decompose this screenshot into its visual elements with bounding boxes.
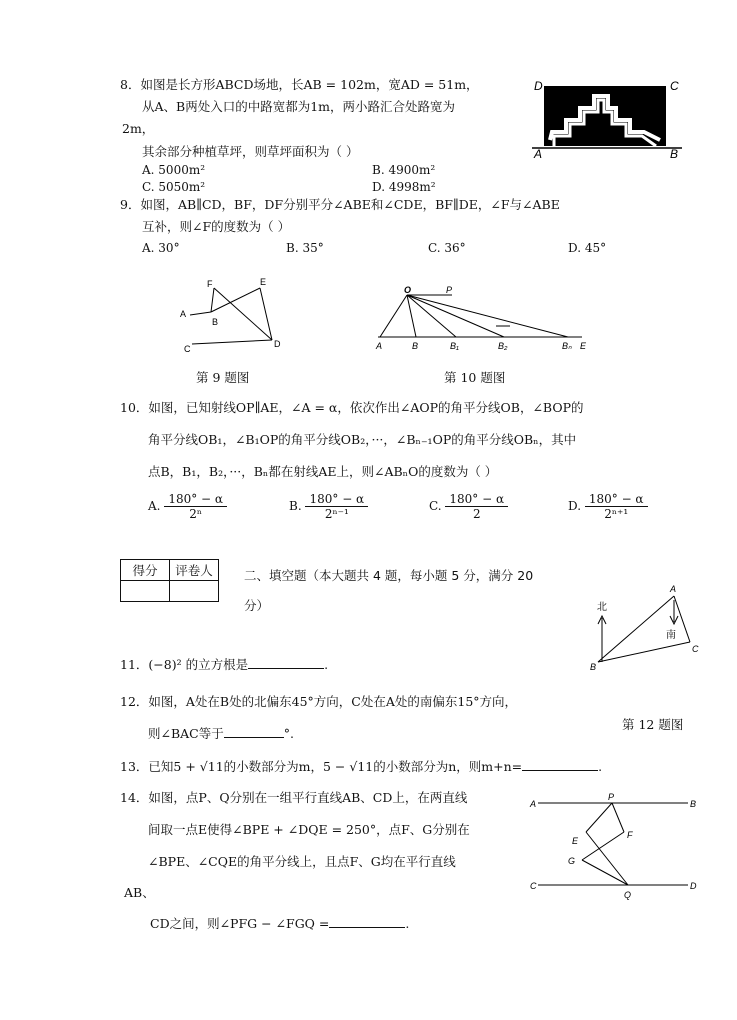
q9-line-ab [190,312,211,315]
q9-label-d: D [274,339,281,349]
q11-line [120,656,328,674]
q12-line-bc [598,642,690,662]
q14-line4: AB、 [124,885,155,900]
q12-line2 [148,725,294,743]
q9-label-f: F [207,279,213,289]
q8-label-d: D [534,79,543,93]
q13-text: 13．已知5 + √11的小数部分为m，5 − √11的小数部分为n，则m+n= [120,759,523,774]
q10-option-d-num: 180° − α [585,492,648,507]
q10-label-p: P [446,285,453,295]
q12-answer-blank[interactable] [224,725,284,738]
q8-label-c: C [670,79,679,93]
q10-option-d-fraction [585,492,648,521]
q10-line2: 角平分线OB₁，∠B₁OP的角平分线OB₂，···，∠Bₙ₋₁OP的角平分线OBₙ，其中 [148,432,577,447]
q8-option-a: A. 5000m² [142,163,206,177]
q13-answer-blank[interactable] [522,758,598,771]
q10-label-b2: B₂ [498,341,508,351]
q10-option-d [568,492,648,521]
q10-option-a-fraction [164,492,227,521]
q9-option-b: B. 35° [286,241,324,255]
q9-label-b: B [212,317,219,327]
q12-caption: 第 12 题图 [622,717,684,732]
q10-figure [372,282,596,354]
q10-label-b1: B₁ [450,341,459,351]
q10-option-b-letter: B. [289,499,302,513]
q10-label-e: E [580,341,587,351]
q12-label-c: C [692,644,699,654]
q8-line2: 从A、B两处入口的中路宽都为1m，两小路汇合处路宽为 [142,99,456,114]
q9-caption: 第 9 题图 [196,370,250,385]
q9-label-e: E [260,277,267,287]
q8-line4: 其余部分种植草坪，则草坪面积为（ ） [142,144,359,159]
q9-label-c: C [184,344,191,354]
q14-label-a: A [530,799,537,809]
q10-option-b-den: 2ⁿ⁻¹ [324,507,349,521]
q14-line3: ∠BPE、∠CQE的角平分线上，且点F、G均在平行直线 [148,854,456,869]
q10-option-d-den: 2ⁿ⁺¹ [604,507,629,521]
score-table [120,559,219,602]
q8-option-d: D. 4998m² [372,180,436,194]
q8-label-a: A [534,147,543,160]
q10-option-a-num: 180° − α [164,492,227,507]
q9-line2: 互补，则∠F的度数为（ ） [142,219,291,234]
q14-line-fg [582,832,624,860]
q8-label-b: B [670,147,679,160]
q14-line5 [150,915,409,933]
q14-line-pf [612,803,624,832]
q14-answer-blank[interactable] [329,915,405,928]
q14-label-b: B [690,799,697,809]
q14-line1: 14．如图，点P、Q分别在一组平行直线AB、CD上，在两直线 [120,790,468,805]
q10-option-a [148,492,227,521]
score-table-header-grader: 评卷人 [170,560,219,581]
q8-option-b: B. 4900m² [372,163,436,177]
q14-text: CD之间，则∠PFG − ∠FGQ = [150,916,330,931]
score-table-header-score: 得分 [121,560,170,581]
q10-option-a-letter: A. [148,499,161,513]
q10-label-b: B [412,341,419,351]
q9-option-a: A. 30° [142,241,180,255]
q9-figure [174,276,290,358]
q11-text: 11．(−8)² 的立方根是 [120,657,249,672]
q14-label-d: D [690,881,697,891]
q14-label-e: E [572,836,579,846]
q8-option-c: C. 5050m² [142,180,206,194]
q8-line1: 8．如图是长方形ABCD场地，长AB = 102m，宽AD = 51m， [120,77,479,92]
q14-end: . [405,916,410,931]
q12-label-b: B [590,662,597,672]
q9-line1: 9．如图，AB∥CD，BF，DF分别平分∠ABE和∠CDE，BF∥DE，∠F与∠ABE [120,197,560,212]
q10-option-c-num: 180° − α [445,492,508,507]
q12-line-ba [598,596,674,662]
q14-label-g: G [568,856,576,866]
q14-label-c: C [530,881,537,891]
q10-line-oa [380,295,407,337]
q12-figure [586,582,708,672]
q14-line2: 间取一点E使得∠BPE + ∠DQE = 250°，点F、G分别在 [148,822,470,837]
q14-line-pe [586,803,612,832]
section2-heading-cont: 分） [244,598,270,613]
q9-option-d: D. 45° [568,241,607,255]
q12-line1: 12．如图，A处在B处的北偏东45°方向，C处在A处的南偏东15°方向， [120,694,518,709]
q14-line-eq [586,832,628,885]
q10-line1: 10．如图，已知射线OP∥AE，∠A = α，依次作出∠AOP的角平分线OB，∠BOP的 [120,400,584,415]
q11-end: . [324,657,329,672]
q10-line3: 点B，B₁，B₂，···，Bₙ都在射线AE上，则∠ABₙO的度数为（ ） [148,464,498,479]
q10-option-b-fraction [305,492,368,521]
q13-end: . [598,759,603,774]
q14-label-q: Q [624,890,632,900]
q9-line-bf [211,288,214,312]
q10-option-c-den: 2 [472,507,481,521]
q8-figure [532,74,690,160]
q10-option-a-den: 2ⁿ [189,507,203,521]
score-table-cell-grader [170,581,219,602]
q14-line-gq [582,860,628,885]
section2-heading: 二、填空题（本大题共 4 题，每小题 5 分，满分 20 [244,568,534,583]
q10-option-c-fraction [445,492,508,521]
q10-label-bn: Bₙ [562,341,572,351]
q12-end: °. [283,726,294,741]
score-table-cell-score [121,581,170,602]
q9-option-c: C. 36° [428,241,466,255]
q12-text: 则∠BAC等于 [148,726,224,741]
q10-caption: 第 10 题图 [444,370,506,385]
q10-option-b [289,492,368,521]
q10-option-c-letter: C. [429,499,442,513]
q14-label-f: F [627,830,633,840]
q12-label-north: 北 [597,602,607,613]
q12-label-a: A [670,584,677,594]
q11-answer-blank[interactable] [248,656,324,669]
q13-line [120,758,602,776]
q12-label-south: 南 [666,630,676,641]
q9-line-ed [260,288,272,340]
q10-label-o: O [404,285,412,295]
q14-label-p: P [608,792,615,802]
q8-line3: 2m， [122,121,155,136]
q10-option-c [429,492,508,521]
q14-figure [526,790,702,902]
q10-option-b-num: 180° − α [305,492,368,507]
q10-option-d-letter: D. [568,499,582,513]
q9-label-a: A [180,309,187,319]
q10-label-a: A [376,341,383,351]
q9-line-cd [192,340,272,344]
